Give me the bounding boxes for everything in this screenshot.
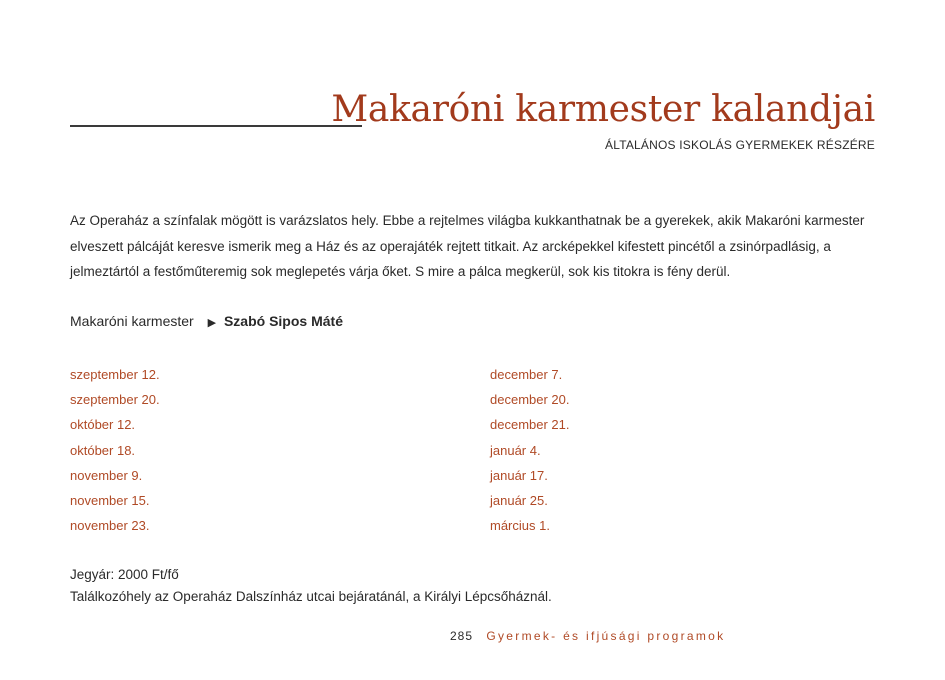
date-item: január 17. <box>490 467 548 483</box>
page-footer <box>450 628 725 644</box>
date-item: szeptember 12. <box>70 367 160 382</box>
date-item: október 18. <box>70 442 136 458</box>
date-item: november 9. <box>70 467 143 483</box>
meeting-point: Találkozóhely az Operaház Dalszínház utcai bejáratánál, a Királyi Lépcsőháznál. <box>70 589 552 604</box>
ticket-price: Jegyár: 2000 Ft/fő <box>70 567 179 582</box>
title-rule <box>70 125 362 127</box>
date-item: november 15. <box>70 493 150 509</box>
date-item: december 7. <box>490 367 563 382</box>
intro-paragraph: Az Operaház a színfalak mögött is varázslatos hely. Ebbe a rejtelmes világba kukkanthatnak be a gyerekek, akik Makaróni karmester elveszett pálcáját keresve ismerik meg a Ház és az operajáték rejtett titkait. Az arcképekkel kifestett pincétől a zsinórpadlásig, a jelmeztártól a festőműteremig sok meglepetés várja őket. S mire a pálca megkerül, sok kis titokra is fény derül. <box>70 213 865 279</box>
cast-performer: Szabó Sipos Máté <box>223 313 343 329</box>
date-item: október 12. <box>70 417 136 433</box>
dates-list-left <box>70 362 160 538</box>
date-item: november 23. <box>70 518 150 534</box>
date-item: december 20. <box>490 392 570 408</box>
page-subtitle: ÁLTALÁNOS ISKOLÁS GYERMEKEK RÉSZÉRE <box>605 138 875 152</box>
date-item: március 1. <box>490 518 550 534</box>
page-title: Makaróni karmester kalandjai <box>331 89 875 130</box>
ticket-info <box>70 564 552 608</box>
date-item: december 21. <box>490 417 570 433</box>
page-number: 285 <box>450 629 474 643</box>
dates-list-right <box>490 362 570 538</box>
section-name: Gyermek- és ifjúsági programok <box>486 629 726 643</box>
cast-role: Makaróni karmester <box>70 313 194 329</box>
date-item: szeptember 20. <box>70 392 160 408</box>
date-item: január 4. <box>490 442 541 458</box>
date-item: január 25. <box>490 493 548 509</box>
cast-line <box>70 311 343 333</box>
triangle-right-icon: ▶ <box>207 317 217 329</box>
